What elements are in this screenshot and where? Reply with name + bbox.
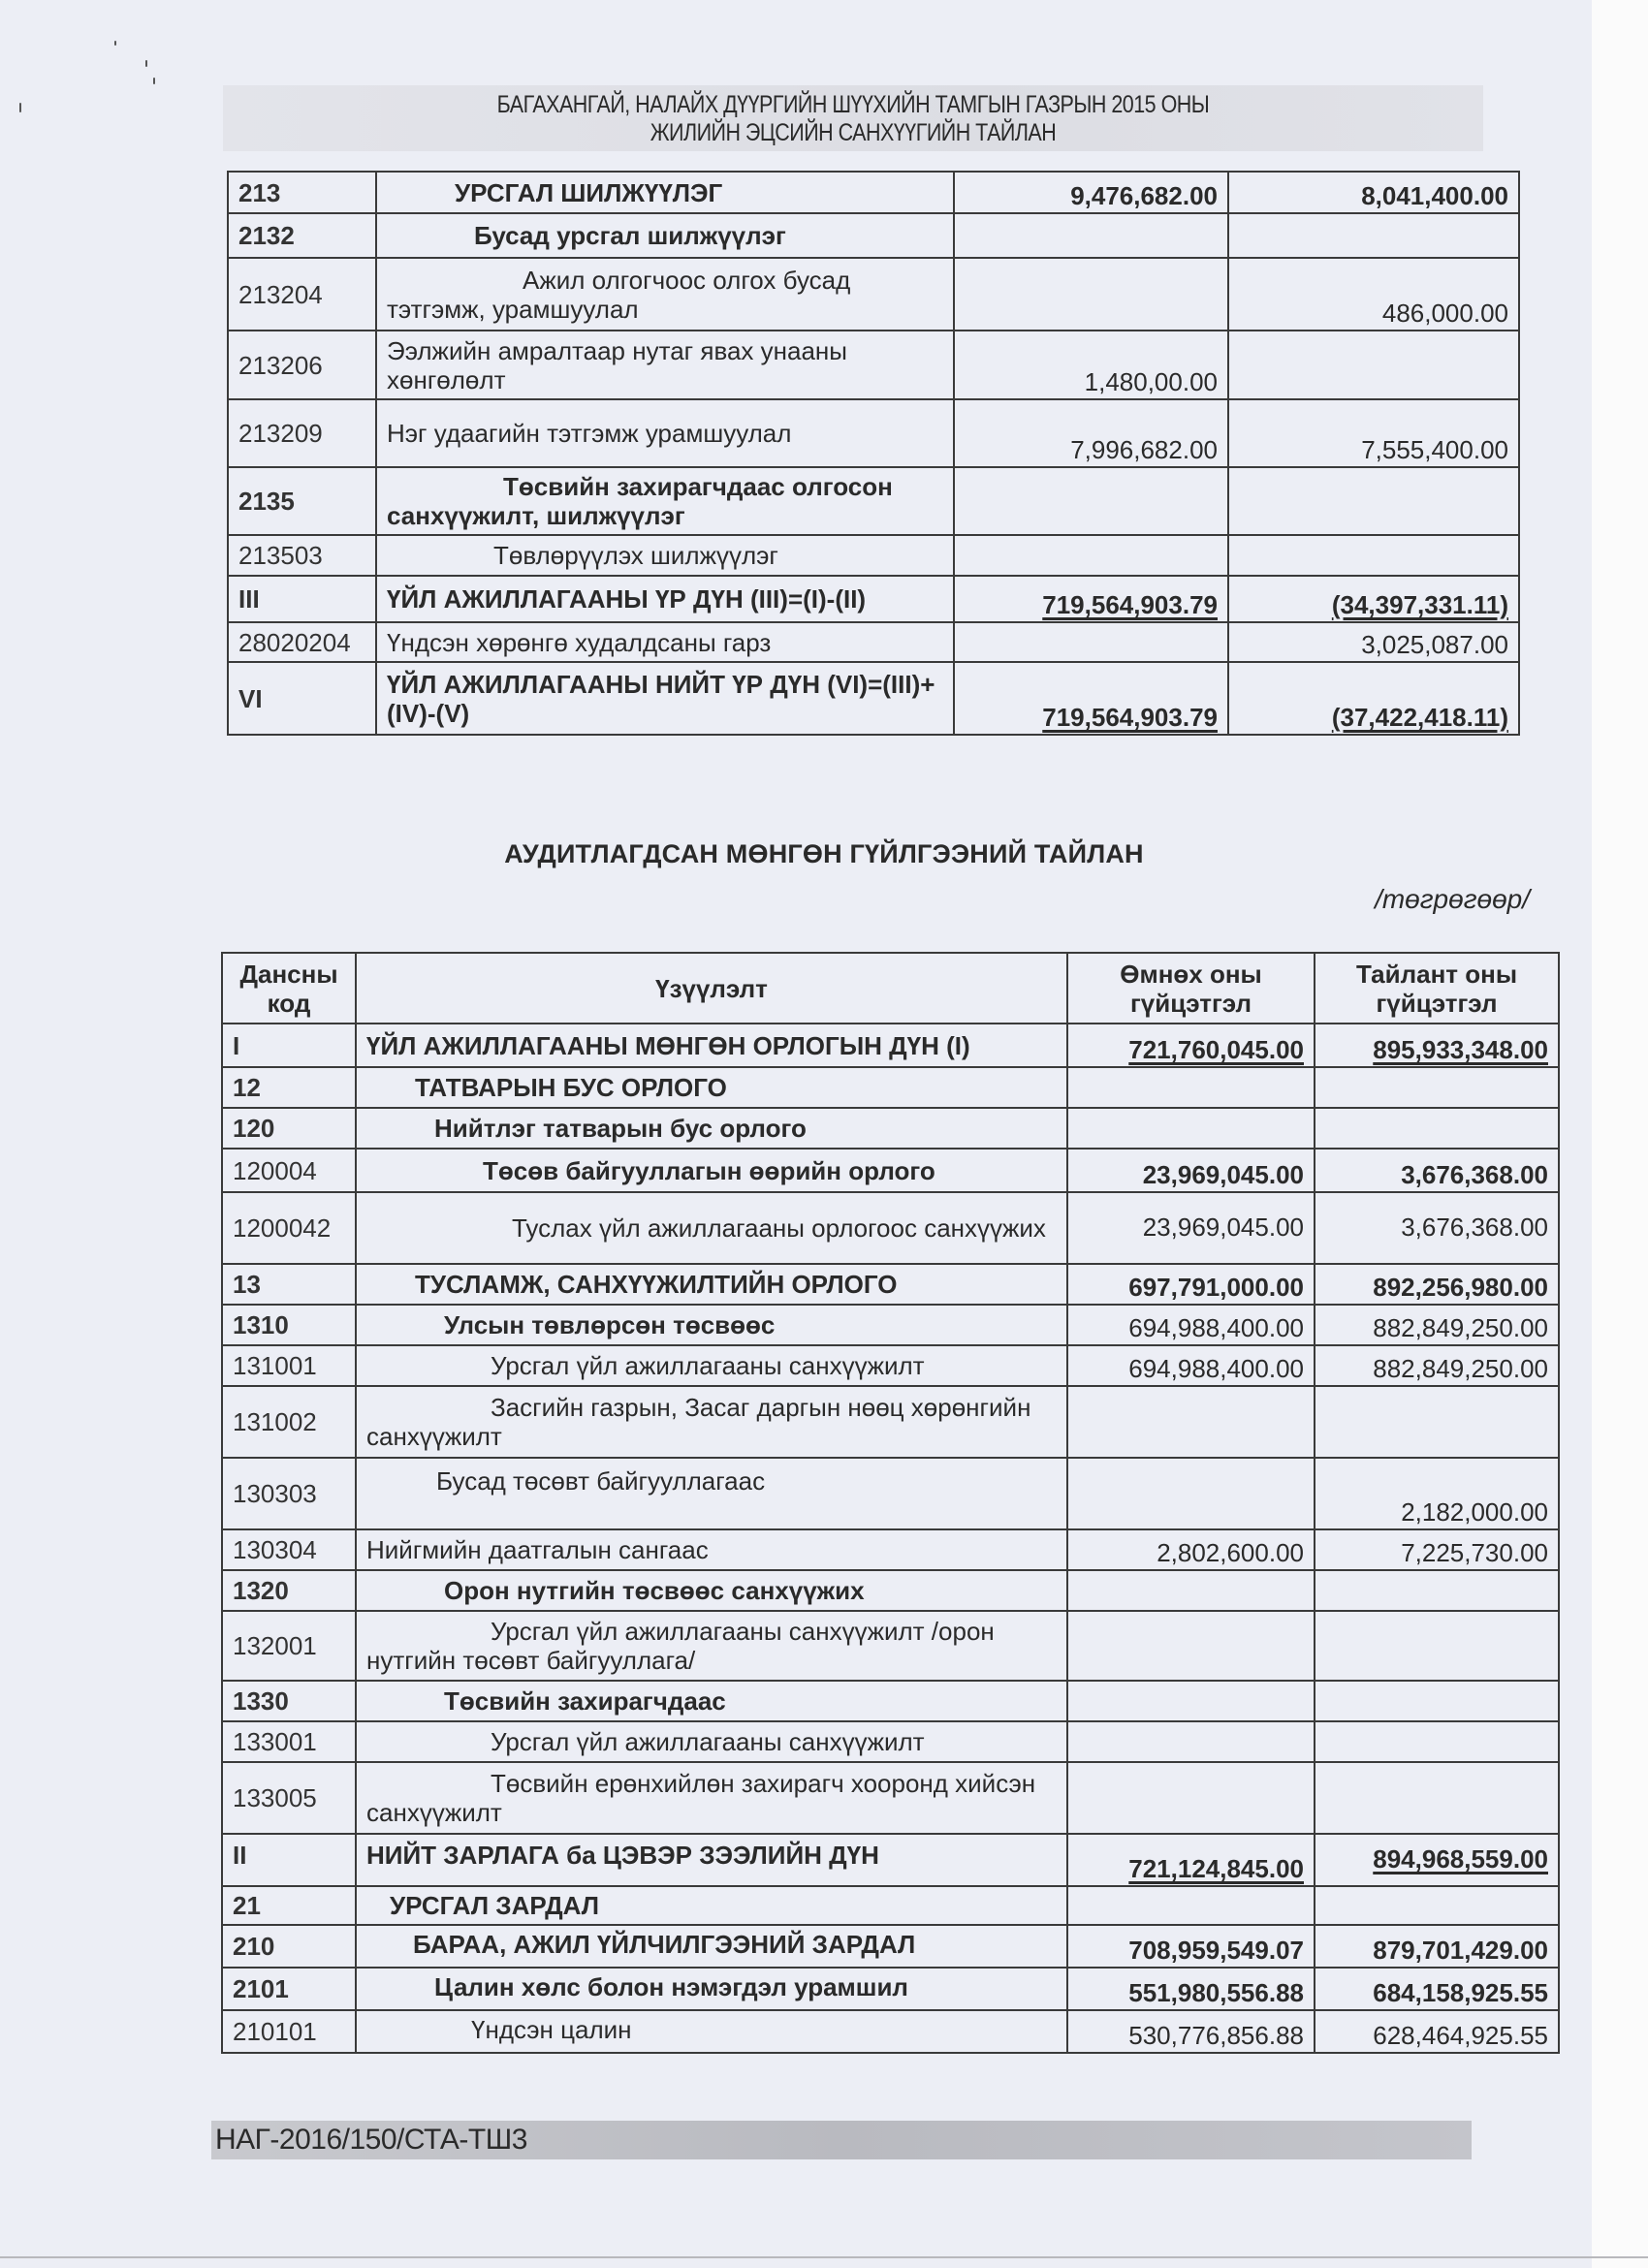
prev-year-value: 719,564,903.79 — [954, 576, 1228, 622]
description: Нийгмийн даатгалын сангаас — [356, 1529, 1067, 1570]
account-code: 120004 — [222, 1149, 356, 1192]
current-year-value — [1228, 213, 1519, 258]
current-year-value: 7,555,400.00 — [1228, 399, 1519, 467]
table-row — [222, 1968, 1559, 2010]
table-row — [222, 1925, 1559, 1968]
prev-year-value: 1,480,00.00 — [954, 331, 1228, 399]
table-row — [222, 1345, 1559, 1386]
prev-year-value: 708,959,549.07 — [1067, 1925, 1315, 1968]
prev-year-value: 719,564,903.79 — [954, 662, 1228, 735]
description: НИЙТ ЗАРЛАГА ба ЦЭВЭР ЗЭЭЛИЙН ДҮН — [356, 1834, 1067, 1886]
account-code: III — [228, 576, 376, 622]
current-year-value: 882,849,250.00 — [1315, 1345, 1559, 1386]
prev-year-value — [954, 467, 1228, 535]
table-row — [228, 399, 1519, 467]
account-code: 130303 — [222, 1458, 356, 1529]
description: Урсгал үйл ажиллагааны санхүүжилт /орон нутгийн төсөвт байгууллага/ — [356, 1611, 1067, 1681]
prev-year-value: 721,760,045.00 — [1067, 1024, 1315, 1067]
current-year-value: (34,397,331.11) — [1228, 576, 1519, 622]
current-year-value — [1315, 1721, 1559, 1762]
table-row — [228, 258, 1519, 331]
account-code: I — [222, 1024, 356, 1067]
table-row — [222, 1067, 1559, 1108]
account-code: 1310 — [222, 1305, 356, 1345]
description: Цалин хөлс болон нэмэгдэл урамшил — [356, 1968, 1067, 2010]
current-year-value: 882,849,250.00 — [1315, 1305, 1559, 1345]
description: Төсвийн захирагчдаас — [356, 1681, 1067, 1721]
account-code: 120 — [222, 1108, 356, 1149]
prev-year-value — [954, 622, 1228, 662]
current-year-value: 3,025,087.00 — [1228, 622, 1519, 662]
current-year-value: 3,676,368.00 — [1315, 1149, 1559, 1192]
table-row — [228, 331, 1519, 399]
current-year-value — [1315, 1611, 1559, 1681]
description: Урсгал үйл ажиллагааны санхүүжилт — [356, 1345, 1067, 1386]
column-header-prev-year: Өмнөх оны гүйцэтгэл — [1067, 953, 1315, 1024]
description: Бусад төсөвт байгууллагаас — [356, 1458, 1067, 1529]
current-year-value: (37,422,418.11) — [1228, 662, 1519, 735]
account-code: 21 — [222, 1886, 356, 1925]
current-year-value — [1315, 1570, 1559, 1611]
account-code: 213 — [228, 172, 376, 213]
current-year-value: 486,000.00 — [1228, 258, 1519, 331]
current-year-value — [1228, 331, 1519, 399]
account-code: II — [222, 1834, 356, 1886]
table-row — [222, 1108, 1559, 1149]
table-row — [222, 2010, 1559, 2053]
description: Төсвийн ерөнхийлөн захирагч хооронд хийсэн санхүүжилт — [356, 1762, 1067, 1834]
description: Ажил олгогчоос олгох бусад тэтгэмж, урамшуулал — [376, 258, 954, 331]
prev-year-value: 697,791,000.00 — [1067, 1264, 1315, 1305]
description: Урсгал үйл ажиллагааны санхүүжилт — [356, 1721, 1067, 1762]
account-code: 2132 — [228, 213, 376, 258]
description: Төсвийн захирагчдаас олгосон санхүүжилт, шилжүүлэг — [376, 467, 954, 535]
current-year-value — [1315, 1108, 1559, 1149]
prev-year-value: 9,476,682.00 — [954, 172, 1228, 213]
prev-year-value: 2,802,600.00 — [1067, 1529, 1315, 1570]
description: Бусад урсгал шилжүүлэг — [376, 213, 954, 258]
prev-year-value: 694,988,400.00 — [1067, 1345, 1315, 1386]
current-year-value: 894,968,559.00 — [1315, 1834, 1559, 1886]
header-row — [222, 953, 1559, 1024]
table-row — [222, 1529, 1559, 1570]
table-row — [222, 1570, 1559, 1611]
description: Орон нутгийн төсвөөс санхүүжих — [356, 1570, 1067, 1611]
prev-year-value: 721,124,845.00 — [1067, 1834, 1315, 1886]
account-code: 210 — [222, 1925, 356, 1968]
description: Нийтлэг татварын бус орлого — [356, 1108, 1067, 1149]
account-code: 213209 — [228, 399, 376, 467]
account-code: 12 — [222, 1067, 356, 1108]
description: БАРАА, АЖИЛ ҮЙЛЧИЛГЭЭНИЙ ЗАРДАЛ — [356, 1925, 1067, 1968]
currency-unit-label: /төгрөгөөр/ — [1375, 884, 1530, 914]
account-code: 130304 — [222, 1529, 356, 1570]
account-code: 131001 — [222, 1345, 356, 1386]
prev-year-value — [1067, 1108, 1315, 1149]
document-code-band — [211, 2121, 1472, 2159]
table-row — [228, 576, 1519, 622]
description: УРСГАЛ ЗАРДАЛ — [356, 1886, 1067, 1925]
prev-year-value — [1067, 1886, 1315, 1925]
account-code: 213503 — [228, 535, 376, 576]
report-header — [223, 85, 1483, 151]
description: ТУСЛАМЖ, САНХҮҮЖИЛТИЙН ОРЛОГО — [356, 1264, 1067, 1305]
column-header-current-year: Тайлант оны гүйцэтгэл — [1315, 953, 1559, 1024]
description: Нэг удаагийн тэтгэмж урамшуулал — [376, 399, 954, 467]
prev-year-value — [1067, 1721, 1315, 1762]
prev-year-value: 23,969,045.00 — [1067, 1192, 1315, 1264]
prev-year-value — [1067, 1681, 1315, 1721]
table-row — [222, 1192, 1559, 1264]
current-year-value: 628,464,925.55 — [1315, 2010, 1559, 2053]
table-row — [222, 1611, 1559, 1681]
account-code: 133001 — [222, 1721, 356, 1762]
column-header-code: Дансны код — [222, 953, 356, 1024]
current-year-value: 8,041,400.00 — [1228, 172, 1519, 213]
prev-year-value — [1067, 1762, 1315, 1834]
description: ҮЙЛ АЖИЛЛАГААНЫ ҮР ДҮН (III)=(I)-(II) — [376, 576, 954, 622]
account-code: 1320 — [222, 1570, 356, 1611]
account-code: 2135 — [228, 467, 376, 535]
table-row — [222, 1762, 1559, 1834]
table-row — [228, 467, 1519, 535]
table-row — [228, 172, 1519, 213]
section-title: АУДИТЛАГДСАН МӨНГӨН ГҮЙЛГЭЭНИЙ ТАЙЛАН — [504, 839, 1144, 868]
table-row — [222, 1834, 1559, 1886]
account-code: 2101 — [222, 1968, 356, 2010]
current-year-value: 895,933,348.00 — [1315, 1024, 1559, 1067]
description: Улсын төвлөрсөн төсвөөс — [356, 1305, 1067, 1345]
description: ҮЙЛ АЖИЛЛАГААНЫ МӨНГӨН ОРЛОГЫН ДҮН (I) — [356, 1024, 1067, 1067]
table-row — [222, 1681, 1559, 1721]
scan-speck — [145, 60, 147, 67]
table-row — [228, 662, 1519, 735]
description: Төсөв байгууллагын өөрийн орлого — [356, 1149, 1067, 1192]
description: Төвлөрүүлэх шилжүүлэг — [376, 535, 954, 576]
prev-year-value — [1067, 1570, 1315, 1611]
current-year-value: 3,676,368.00 — [1315, 1192, 1559, 1264]
description: Үндсэн цалин — [356, 2010, 1067, 2053]
prev-year-value — [954, 535, 1228, 576]
prev-year-value — [954, 258, 1228, 331]
current-year-value — [1315, 1886, 1559, 1925]
prev-year-value: 551,980,556.88 — [1067, 1968, 1315, 2010]
prev-year-value: 23,969,045.00 — [1067, 1149, 1315, 1192]
current-year-value: 2,182,000.00 — [1315, 1458, 1559, 1529]
account-code: 1200042 — [222, 1192, 356, 1264]
prev-year-value: 530,776,856.88 — [1067, 2010, 1315, 2053]
table-row — [228, 213, 1519, 258]
description: Засгийн газрын, Засаг даргын нөөц хөрөнгийн санхүүжилт — [356, 1386, 1067, 1458]
report-header-line1: БАГАХАНГАЙ, НАЛАЙХ ДҮҮРГИЙН ШҮҮХИЙН ТАМГЫН ГАЗРЫН 2015 ОНЫ — [496, 91, 1210, 118]
column-header-description: Үзүүлэлт — [356, 953, 1067, 1024]
current-year-value — [1315, 1681, 1559, 1721]
report-header-line2: ЖИЛИЙН ЭЦСИЙН САНХҮҮГИЙН ТАЙЛАН — [650, 119, 1057, 146]
current-year-value — [1315, 1067, 1559, 1108]
current-year-value: 879,701,429.00 — [1315, 1925, 1559, 1968]
account-code: 213204 — [228, 258, 376, 331]
prev-year-value: 694,988,400.00 — [1067, 1305, 1315, 1345]
table-row — [222, 1024, 1559, 1067]
prev-year-value — [1067, 1458, 1315, 1529]
scan-speck — [153, 78, 155, 84]
account-code: 28020204 — [228, 622, 376, 662]
account-code: 132001 — [222, 1611, 356, 1681]
scan-speck — [19, 103, 21, 112]
current-year-value — [1315, 1762, 1559, 1834]
current-year-value — [1228, 467, 1519, 535]
table-row — [222, 1458, 1559, 1529]
scan-margin — [1592, 0, 1648, 2268]
prev-year-value — [1067, 1611, 1315, 1681]
scan-edge — [0, 2256, 1648, 2258]
description: ТАТВАРЫН БУС ОРЛОГО — [356, 1067, 1067, 1108]
description: Ээлжийн амралтаар нутаг явах унааны хөнгөлөлт — [376, 331, 954, 399]
table-row — [222, 1386, 1559, 1458]
table-row — [222, 1886, 1559, 1925]
description: ҮЙЛ АЖИЛЛАГААНЫ НИЙТ ҮР ДҮН (VI)=(III)+(IV)-(V) — [376, 662, 954, 735]
account-code: 131002 — [222, 1386, 356, 1458]
table-row — [222, 1264, 1559, 1305]
account-code: 13 — [222, 1264, 356, 1305]
current-year-value — [1315, 1386, 1559, 1458]
current-year-value — [1228, 535, 1519, 576]
account-code: 213206 — [228, 331, 376, 399]
account-code: 210101 — [222, 2010, 356, 2053]
table-row — [222, 1149, 1559, 1192]
document-code: НАГ-2016/150/СТА-ТШ3 — [215, 2124, 527, 2156]
current-year-value: 892,256,980.00 — [1315, 1264, 1559, 1305]
prev-year-value — [954, 213, 1228, 258]
cash-flow-table — [221, 952, 1560, 2054]
account-code: 1330 — [222, 1681, 356, 1721]
description: Үндсэн хөрөнгө худалдсаны гарз — [376, 622, 954, 662]
scan-speck — [114, 41, 116, 46]
description: УРСГАЛ ШИЛЖҮҮЛЭГ — [376, 172, 954, 213]
current-year-value: 7,225,730.00 — [1315, 1529, 1559, 1570]
table-row — [222, 1305, 1559, 1345]
prev-year-value — [1067, 1067, 1315, 1108]
current-year-value: 684,158,925.55 — [1315, 1968, 1559, 2010]
prev-year-value: 7,996,682.00 — [954, 399, 1228, 467]
description: Туслах үйл ажиллагааны орлогоос санхүүжих — [356, 1192, 1067, 1264]
account-code: 133005 — [222, 1762, 356, 1834]
table-row — [228, 622, 1519, 662]
account-code: VI — [228, 662, 376, 735]
prev-year-value — [1067, 1386, 1315, 1458]
operations-result-table — [227, 171, 1520, 736]
table-row — [222, 1721, 1559, 1762]
table-row — [228, 535, 1519, 576]
